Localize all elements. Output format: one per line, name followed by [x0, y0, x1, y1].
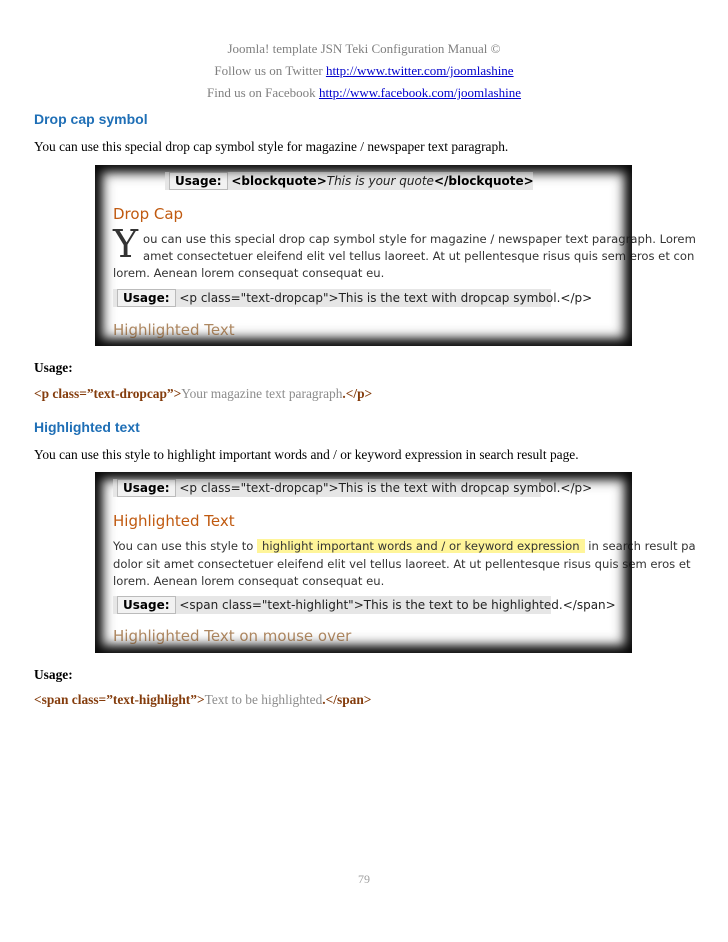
screenshot-paragraph-line-3: lorem. Aenean lorem consequat consequat eu. [113, 266, 385, 280]
highlight-screenshot [95, 472, 696, 653]
usage-code: <p class="text-dropcap">This is the text with dropcap symbol.</p> [179, 481, 593, 495]
section-heading-highlight: Highlighted text [34, 419, 140, 435]
usage-badge-2: Usage: [117, 289, 176, 307]
screenshot-usage-bar [113, 479, 593, 497]
code-text: Your magazine text paragraph [181, 386, 343, 401]
code-open: <span class=”text-highlight”> [34, 692, 205, 707]
code-close-tag: </blockquote> [433, 174, 534, 188]
usage-code-highlight [34, 692, 371, 708]
screenshot-usage-bar-2 [113, 289, 593, 307]
code-text: This is your quote [326, 174, 434, 188]
section-heading-dropcap: Drop cap symbol [34, 111, 148, 127]
screenshot-usage-bar [165, 172, 533, 190]
screenshot-usage-bar-2 [113, 596, 616, 614]
usage-badge: Usage: [117, 479, 176, 497]
screenshot-paragraph-line-1: ou can use this special drop cap symbol style for magazine / newspaper text paragraph. Lorem [143, 232, 696, 246]
para-suffix: in search result pa [584, 539, 696, 553]
screenshot-paragraph-line-2: amet consectetuer eleifend elit vel tellus laoreet. At ut pellentesque risus quis sem eros et con [143, 249, 695, 263]
facebook-link[interactable]: http://www.facebook.com/joomlashine [318, 85, 521, 100]
section-description-dropcap: You can use this special drop cap symbol style for magazine / newspaper text paragraph. [34, 139, 509, 154]
screenshot-next-title: Highlighted Text on mouse over [113, 627, 352, 645]
screenshot-title: Drop Cap [113, 205, 184, 223]
section-description-highlight: You can use this style to highlight important words and / or keyword expression in search result page. [34, 447, 579, 462]
usage-heading-highlight: Usage: [34, 667, 73, 682]
header-title [0, 40, 728, 57]
usage-badge: Usage: [169, 172, 228, 190]
header-facebook [0, 84, 728, 101]
screenshot-paragraph-line-2: dolor sit amet consectetuer eleifend elit vel tellus laoreet. At ut pellentesque risus quis sem eros et [113, 557, 691, 571]
twitter-prefix: Follow us on Twitter [214, 63, 326, 78]
code-open: <p class=”text-dropcap”> [34, 386, 182, 401]
code-open-tag: <blockquote> [231, 174, 327, 188]
dropcap-screenshot [95, 165, 696, 346]
code-text: Text to be highlighted [204, 692, 323, 707]
usage-code-dropcap [34, 386, 372, 402]
facebook-prefix: Find us on Facebook [206, 85, 319, 100]
screenshot-next-title: Highlighted Text [113, 321, 235, 339]
twitter-link[interactable]: http://www.twitter.com/joomlashine [325, 63, 514, 78]
screenshot-paragraph-line-1 [113, 538, 696, 554]
usage-code-2: <p class="text-dropcap">This is the text with dropcap symbol.</p> [179, 291, 593, 305]
highlighted-phrase: highlight important words and / or keyword expression [257, 539, 585, 553]
dropcap-letter: Y [113, 222, 139, 266]
usage-badge-2: Usage: [117, 596, 176, 614]
screenshot-paragraph-line-3: lorem. Aenean lorem consequat consequat eu. [113, 574, 385, 588]
header-line-1: Joomla! template JSN Teki Configuration Manual © [227, 41, 501, 56]
usage-heading-dropcap: Usage: [34, 360, 73, 375]
code-close: .</span> [322, 692, 372, 707]
code-close: .</p> [342, 386, 373, 401]
page-number: 79 [358, 872, 370, 886]
header-twitter [0, 62, 728, 79]
para-prefix: You can use this style to [113, 539, 258, 553]
usage-code-2: <span class="text-highlight">This is the text to be highlighted.</span> [179, 598, 616, 612]
screenshot-title: Highlighted Text [113, 512, 235, 530]
